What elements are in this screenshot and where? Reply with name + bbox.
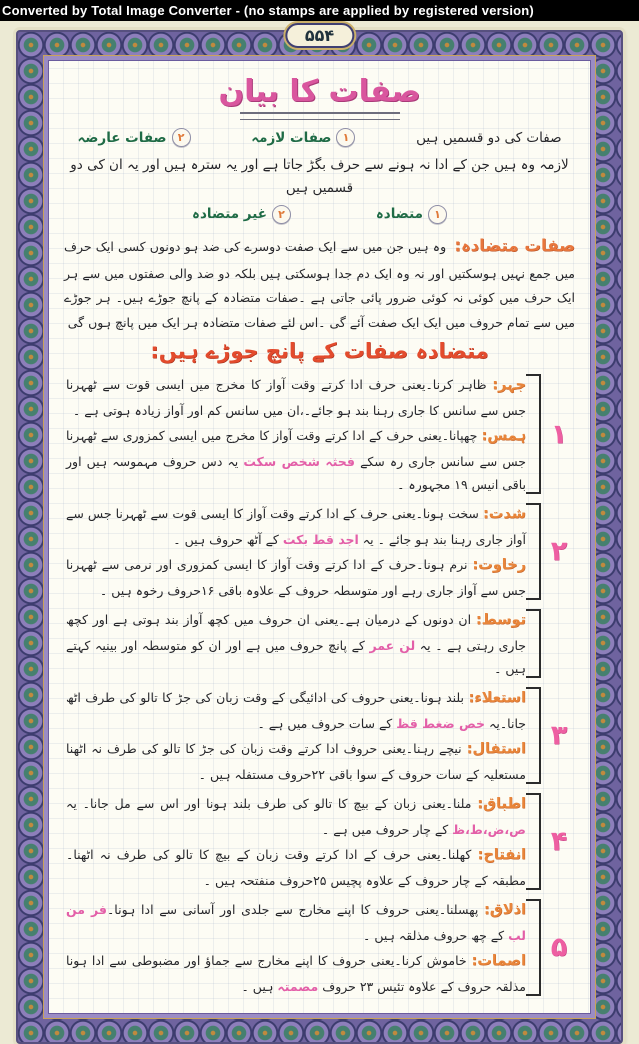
page-content bbox=[44, 56, 595, 1018]
term-label: استفال: bbox=[466, 741, 526, 758]
term-label: انفتاح: bbox=[477, 846, 526, 863]
entry-hams: ہمس: چھپانا۔یعنی حرف کے ادا کرتے وقت آواز کا مخرج میں ایسی کمزوری سے ٹھہرنا جس سے سانس جاری رہ سکے فحثہ شخص سکت یہ دس حروف مہموسہ ہیں اور باقی انیس ۱۹ مجہورہ ۔ bbox=[66, 428, 526, 493]
term-label: توسط: bbox=[475, 612, 526, 629]
group-bracket bbox=[526, 609, 541, 678]
mnemonic: اجد قط بکت bbox=[282, 531, 359, 547]
group-1 bbox=[62, 371, 577, 497]
mnemonic: خص ضغط قظ bbox=[396, 715, 486, 731]
group-2 bbox=[62, 500, 577, 603]
intro-item-ghair-mutazada bbox=[192, 205, 291, 224]
definition-term: صفات متضادہ: bbox=[454, 235, 576, 255]
group-numeral: ۳ bbox=[550, 720, 568, 752]
intro-lead: صفات کی دو قسمیں ہیں bbox=[416, 129, 562, 146]
label-sifat-ariza: صفات عارضہ bbox=[77, 129, 167, 146]
page-number: ۵۵۴ bbox=[304, 26, 335, 45]
mnemonic: ص،ض،ط،ظ bbox=[452, 821, 526, 837]
entry-izlaq: اذلاق: پھسلنا۔یعنی حروف کا اپنے مخارج سے جلدی اور آسانی سے ادا ہونا۔فر من لب کے چھ حروف مذلقہ ہیں ۔ bbox=[66, 901, 526, 943]
group-bracket bbox=[526, 374, 541, 494]
definition-paragraph bbox=[64, 230, 575, 335]
group-numeral: ۲ bbox=[550, 536, 568, 568]
group-3 bbox=[62, 684, 577, 787]
group-numeral: ۵ bbox=[550, 931, 568, 963]
intro-item-ariza bbox=[77, 128, 190, 147]
entry-infitah: انفتاح: کھلنا۔یعنی حرف کے ادا کرتے وقت زبان کے بیچ کا تالو کی طرف نہ اٹھنا۔مطبقہ کے چار حروف کے علاوہ پچیس ۲۵حروف منفتحہ ہیں ۔ bbox=[66, 846, 526, 888]
entry-jahr: جہر: ظاہر کرنا۔یعنی حرف ادا کرتے وقت آواز کا مخرج میں ایسی قوت سے ٹھہرنا جس سے سانس کا جاری رہنا بند ہو جائے۔،ان میں سانس کم اور آواز زیادہ ہوتی ہے ۔ bbox=[66, 377, 526, 418]
intro-line-3 bbox=[150, 205, 490, 224]
group-numeral bbox=[541, 606, 577, 681]
term-label: ہمس: bbox=[481, 428, 526, 445]
converter-watermark-bar bbox=[0, 0, 639, 21]
group-tawassut bbox=[62, 606, 577, 681]
intro-line-2: لازمہ وہ ہیں جن کے ادا نہ ہونے سے حرف بگڑ جاتا ہے اور یہ سترہ ہیں اور یہ ان کی دو قسمیں ہیں bbox=[70, 157, 569, 196]
group-5 bbox=[62, 896, 577, 999]
circled-number-icon: ۱ bbox=[428, 205, 447, 224]
scanned-page bbox=[16, 26, 623, 1044]
term-label: استعلاء: bbox=[468, 690, 526, 707]
mnemonic: مصمتہ bbox=[277, 978, 319, 994]
mnemonic: فر من لب bbox=[66, 901, 526, 943]
term-label: اطباق: bbox=[477, 795, 526, 812]
definition-text: وہ ہیں جن میں سے ایک صفت دوسرے کی ضد ہو دونوں کسی ایک حرف میں جمع نہیں ہوسکتیں اور نہ وہ ایک دم جدا ہوسکتی ہیں بلکہ دو ضد والی صفتوں میں سے ہر ایک حرف میں کوئی نہ کوئی ضرور پائی جاتی ہے ۔صفات متضادہ کے پانچ جوڑے ہیں۔ ہر جوڑے میں سے تمام حروف میں ایک ایک صفت آئے گی ۔اس لئے صفات متضادہ ہر ایک میں پانچ ہوں گی bbox=[64, 238, 575, 330]
entry-shiddat: شدت: سخت ہونا۔یعنی حرف کے ادا کرتے وقت آواز کا ایسی قوت سے ٹھہرنا جس سے آواز جاری رہنا بند ہو جائے ۔ یہ اجد قط بکت کے آٹھ حروف ہیں ۔ bbox=[66, 506, 526, 547]
term-label: شدت: bbox=[482, 506, 526, 523]
group-bracket bbox=[526, 899, 541, 996]
mnemonic: لن عمر bbox=[369, 637, 416, 653]
group-bracket bbox=[526, 793, 541, 890]
section-heading: متضادہ صفات کے پانچ جوڑے ہیں: bbox=[150, 339, 489, 364]
intro-line-1 bbox=[77, 128, 561, 147]
circled-number-icon: ۲ bbox=[172, 128, 191, 147]
title-underline bbox=[240, 112, 400, 120]
term-label: اصمات: bbox=[471, 952, 527, 969]
term-label: جہر: bbox=[492, 377, 526, 394]
label-ghair-mutazada: غیر متضادہ bbox=[192, 206, 267, 223]
circled-number-icon: ۲ bbox=[272, 205, 291, 224]
term-label: اذلاق: bbox=[484, 901, 526, 918]
group-numeral: ۱ bbox=[550, 418, 568, 450]
entry-istila: استعلاء: بلند ہونا۔یعنی حروف کی ادائیگی کے وقت زبان کی جڑ کا تالو کی طرف اٹھ جانا۔یہ خص ضغط قظ کے سات حروف میں ہے ۔ bbox=[66, 690, 526, 731]
entry-itbaq: اطباق: ملنا۔یعنی زبان کے بیچ کا تالو کی طرف بلند ہونا اور اس سے مل جانا۔ یہ ص،ض،ط،ظ کے چار حروف میں ہے ۔ bbox=[66, 795, 526, 837]
ornate-border bbox=[16, 26, 623, 1044]
mnemonic: فحثہ شخص سکت bbox=[243, 453, 355, 469]
group-4 bbox=[62, 790, 577, 893]
label-sifat-lazima: صفات لازمہ bbox=[251, 129, 332, 146]
page-title: صفات کا بیان bbox=[218, 74, 421, 109]
circled-number-icon: ۱ bbox=[336, 128, 355, 147]
label-mutazada: متضادہ bbox=[375, 206, 423, 223]
intro-item-lazima bbox=[251, 128, 355, 147]
term-label: رخاوت: bbox=[472, 557, 526, 574]
entry-ismat: اصمات: خاموش کرنا۔یعنی حروف کا اپنے مخارج سے جماؤ اور مضبوطی سے ادا ہونا مذلقہ حروف کے علاوہ تئیس ۲۳ حروف مصمتہ ہیں ۔ bbox=[66, 952, 527, 994]
entry-rakhawat: رخاوت: نرم ہونا۔حرف کے ادا کرتے وقت آواز کا ایسی کمزوری اور نرمی سے ٹھہرنا جس سے آواز جاری رہے اور متوسطہ حروف کے علاوہ باقی ۱۶حروف رخوہ ہیں ۔ bbox=[66, 557, 526, 598]
intro-item-mutazada bbox=[376, 205, 447, 224]
group-bracket bbox=[526, 503, 541, 600]
group-bracket bbox=[526, 687, 541, 784]
watermark-text: Converted by Total Image Converter - (no stamps are applied by registered version) bbox=[2, 3, 534, 18]
group-numeral: ۴ bbox=[550, 825, 568, 857]
page-number-medallion bbox=[285, 23, 354, 48]
entry-tawassut: توسط: ان دونوں کے درمیان ہے۔یعنی ان حروف میں کچھ آواز بند ہوتی ہے اور کچھ جاری رہتی ہے ۔ یہ لن عمر کے پانچ حروف میں ہے اور ان کو متوسطہ اور بینیہ کہتے ہیں ۔ bbox=[66, 612, 526, 676]
entry-istifal: استفال: نیچے رہنا۔یعنی حروف ادا کرتے وقت زبان کی جڑ کا تالو کی طرف نہ اٹھنا مستعلیہ کے سات حروف کے سوا باقی ۲۲حروف مستفلہ ہیں ۔ bbox=[66, 741, 526, 782]
